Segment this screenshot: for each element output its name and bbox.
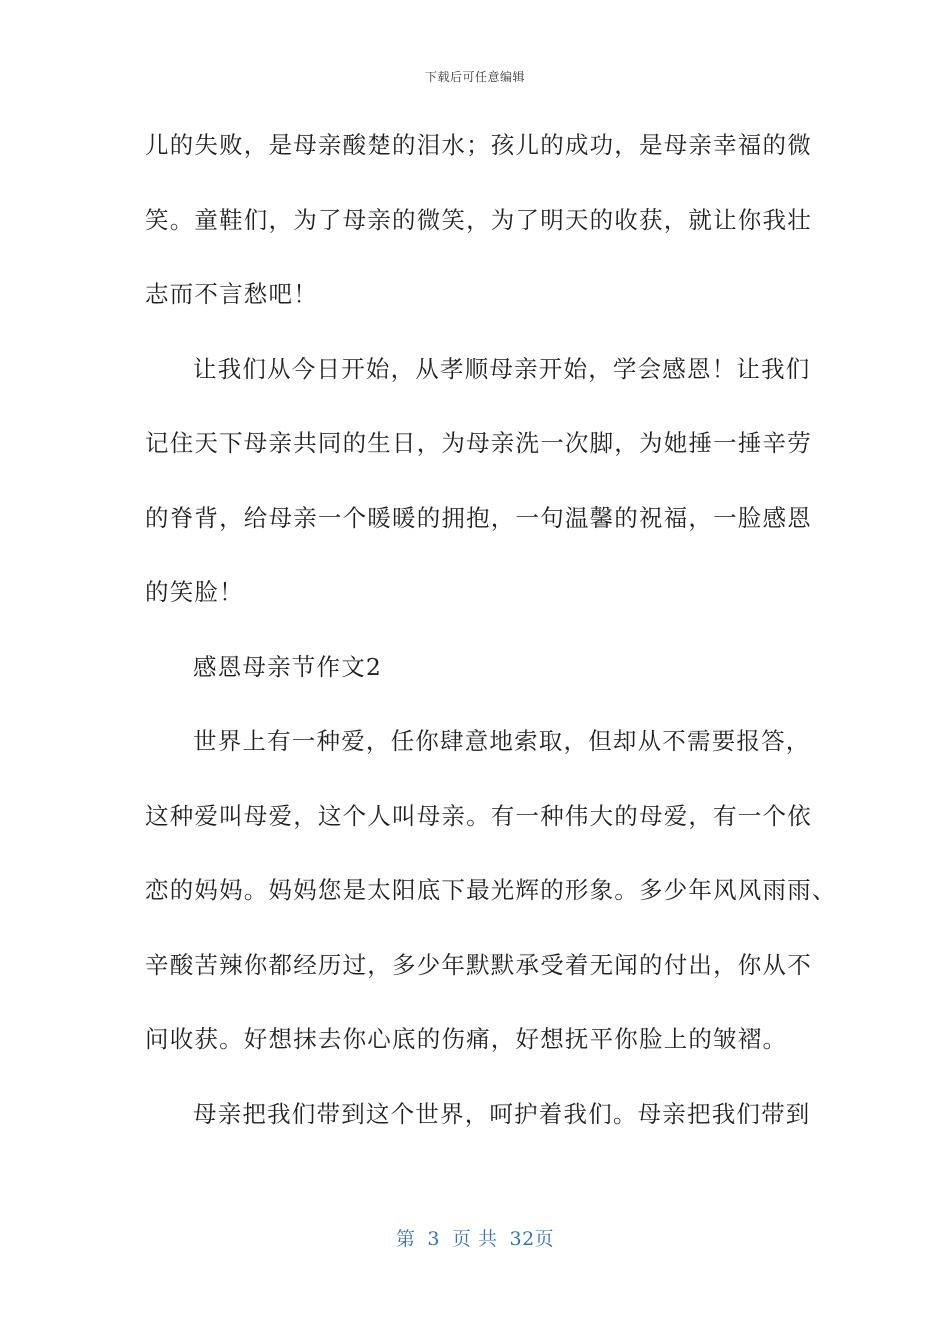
- body-line-13: 问收获。好想抹去你心底的伤痛，好想抚平你脸上的皱褶。: [145, 1025, 788, 1053]
- body-line-10: 这种爱叫母爱，这个人叫母亲。有一种伟大的母爱，有一个依: [145, 801, 812, 830]
- page-header-note: 下载后可任意编辑: [424, 70, 525, 84]
- body-line-9: 世界上有一种爱，任你肆意地索取，但却从不需要报答，: [193, 727, 811, 755]
- footer-current-page: 3: [427, 1228, 440, 1250]
- body-line-11: 恋的妈妈。妈妈您是太阳底下最光辉的形象。多少年风风雨雨、: [145, 876, 837, 904]
- footer-total-pages: 32页: [509, 1228, 555, 1250]
- section-title: 感恩母亲节作文2: [193, 652, 383, 681]
- body-line-6: 的脊背，给母亲一个暖暖的拥抱，一句温馨的祝福，一脸感恩: [145, 503, 812, 532]
- document-body: [145, 120, 837, 1163]
- body-line-3: 志而不言愁吧！: [145, 280, 318, 308]
- body-line-5: 记住天下母亲共同的生日，为母亲洗一次脚，为她捶一捶辛劳: [145, 429, 812, 457]
- page-footer: [0, 1224, 950, 1251]
- footer-middle: 页 共: [451, 1228, 498, 1250]
- footer-prefix: 第: [395, 1228, 416, 1250]
- body-line-7: 的笑脸！: [145, 578, 244, 606]
- body-line-4: 让我们从今日开始，从孝顺母亲开始，学会感恩！让我们: [193, 354, 811, 383]
- body-line-1: 儿的失败，是母亲酸楚的泪水；孩儿的成功，是母亲幸福的微: [145, 131, 812, 159]
- body-line-2: 笑。童鞋们，为了母亲的微笑，为了明天的收获，就让你我壮: [145, 205, 812, 234]
- body-line-12: 辛酸苦辣你都经历过，多少年默默承受着无闻的付出，你从不: [145, 950, 812, 979]
- body-line-14: 母亲把我们带到这个世界，呵护着我们。母亲把我们带到: [193, 1099, 811, 1128]
